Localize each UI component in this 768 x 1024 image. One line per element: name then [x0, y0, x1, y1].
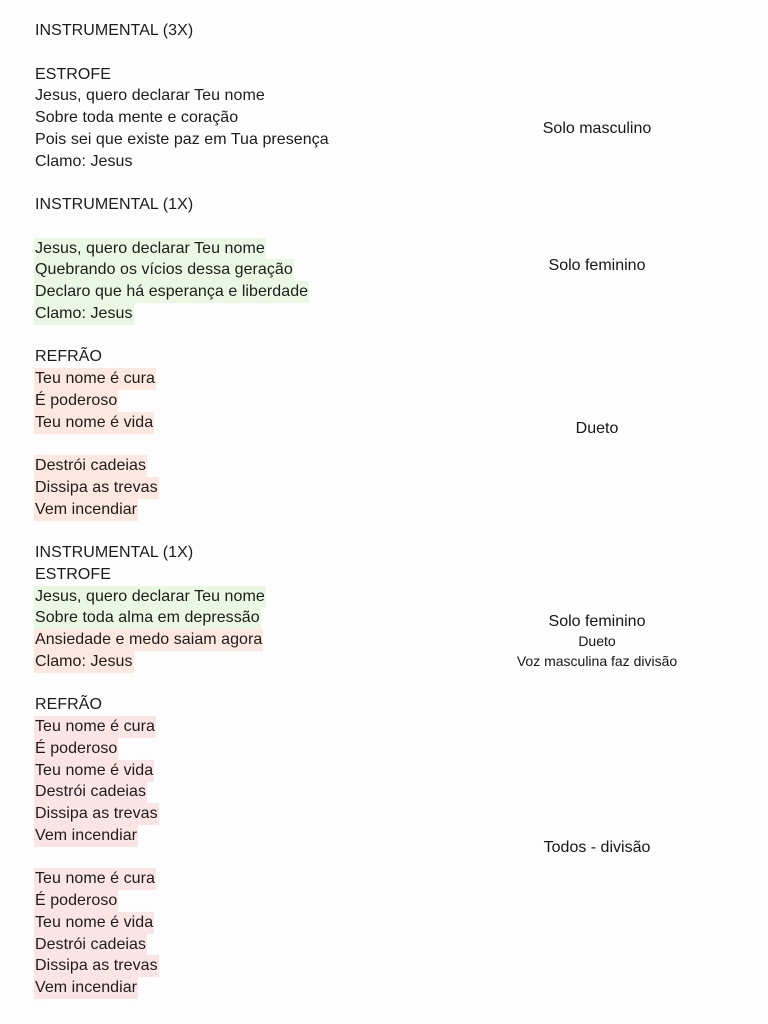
lyric-line: Vem incendiar — [34, 825, 138, 847]
lyric-line: Dissipa as trevas — [34, 477, 159, 499]
lyric-line: Teu nome é vida — [34, 912, 154, 934]
lyric-line: Quebrando os vícios dessa geração — [34, 259, 294, 281]
lyric-line: Destrói cadeias — [34, 781, 147, 803]
section-heading: REFRÃO — [35, 696, 102, 714]
lyric-line: Sobre toda mente e coração — [35, 109, 239, 126]
performer-note: Dueto — [578, 633, 616, 650]
lyric-line: Sobre toda alma em depressão — [34, 607, 261, 629]
performer-note: Dueto — [575, 420, 619, 438]
lyric-line: É poderoso — [34, 390, 118, 412]
lyric-line: Vem incendiar — [34, 499, 138, 521]
performer-note: Solo masculino — [542, 119, 652, 137]
section-heading: ESTROFE — [35, 65, 111, 83]
lyric-line: Ansiedade e medo saiam agora — [34, 629, 263, 651]
lyric-line: Destrói cadeias — [34, 934, 147, 956]
section-heading: INSTRUMENTAL (1X) — [35, 196, 194, 213]
lyric-line: Dissipa as trevas — [34, 803, 159, 825]
lyric-line: Teu nome é cura — [34, 368, 156, 390]
lyric-line: Jesus, quero declarar Teu nome — [34, 586, 266, 608]
section-heading: INSTRUMENTAL (1X) — [35, 544, 194, 561]
performer-note: Solo feminino — [548, 612, 646, 630]
section-heading: ESTROFE — [35, 565, 111, 583]
lyric-line: Destrói cadeias — [34, 455, 147, 477]
section-heading: REFRÃO — [35, 348, 102, 366]
lyric-line: É poderoso — [34, 738, 118, 760]
lyric-line: Clamo: Jesus — [34, 651, 134, 673]
lyric-line: Jesus, quero declarar Teu nome — [35, 87, 265, 105]
lyric-line: É poderoso — [34, 890, 118, 912]
lyric-line: Vem incendiar — [34, 977, 138, 999]
lyric-line: Pois sei que existe paz em Tua presença — [35, 130, 329, 148]
lyric-line: Jesus, quero declarar Teu nome — [34, 238, 266, 260]
lyric-line: Teu nome é cura — [34, 868, 156, 890]
lyric-line: Clamo: Jesus — [34, 303, 134, 325]
lyric-line: Dissipa as trevas — [34, 955, 159, 977]
performer-note: Voz masculina faz divisão — [516, 652, 678, 669]
section-heading: INSTRUMENTAL (3X) — [35, 22, 194, 39]
lyric-line: Teu nome é vida — [34, 412, 154, 434]
lyric-line: Teu nome é cura — [34, 716, 156, 738]
performer-note: Todos - divisão — [543, 838, 651, 856]
lyric-line: Teu nome é vida — [34, 760, 154, 782]
lyric-line: Clamo: Jesus — [35, 152, 133, 170]
performer-note: Solo feminino — [548, 256, 646, 274]
lyric-line: Declaro que há esperança e liberdade — [34, 281, 309, 303]
